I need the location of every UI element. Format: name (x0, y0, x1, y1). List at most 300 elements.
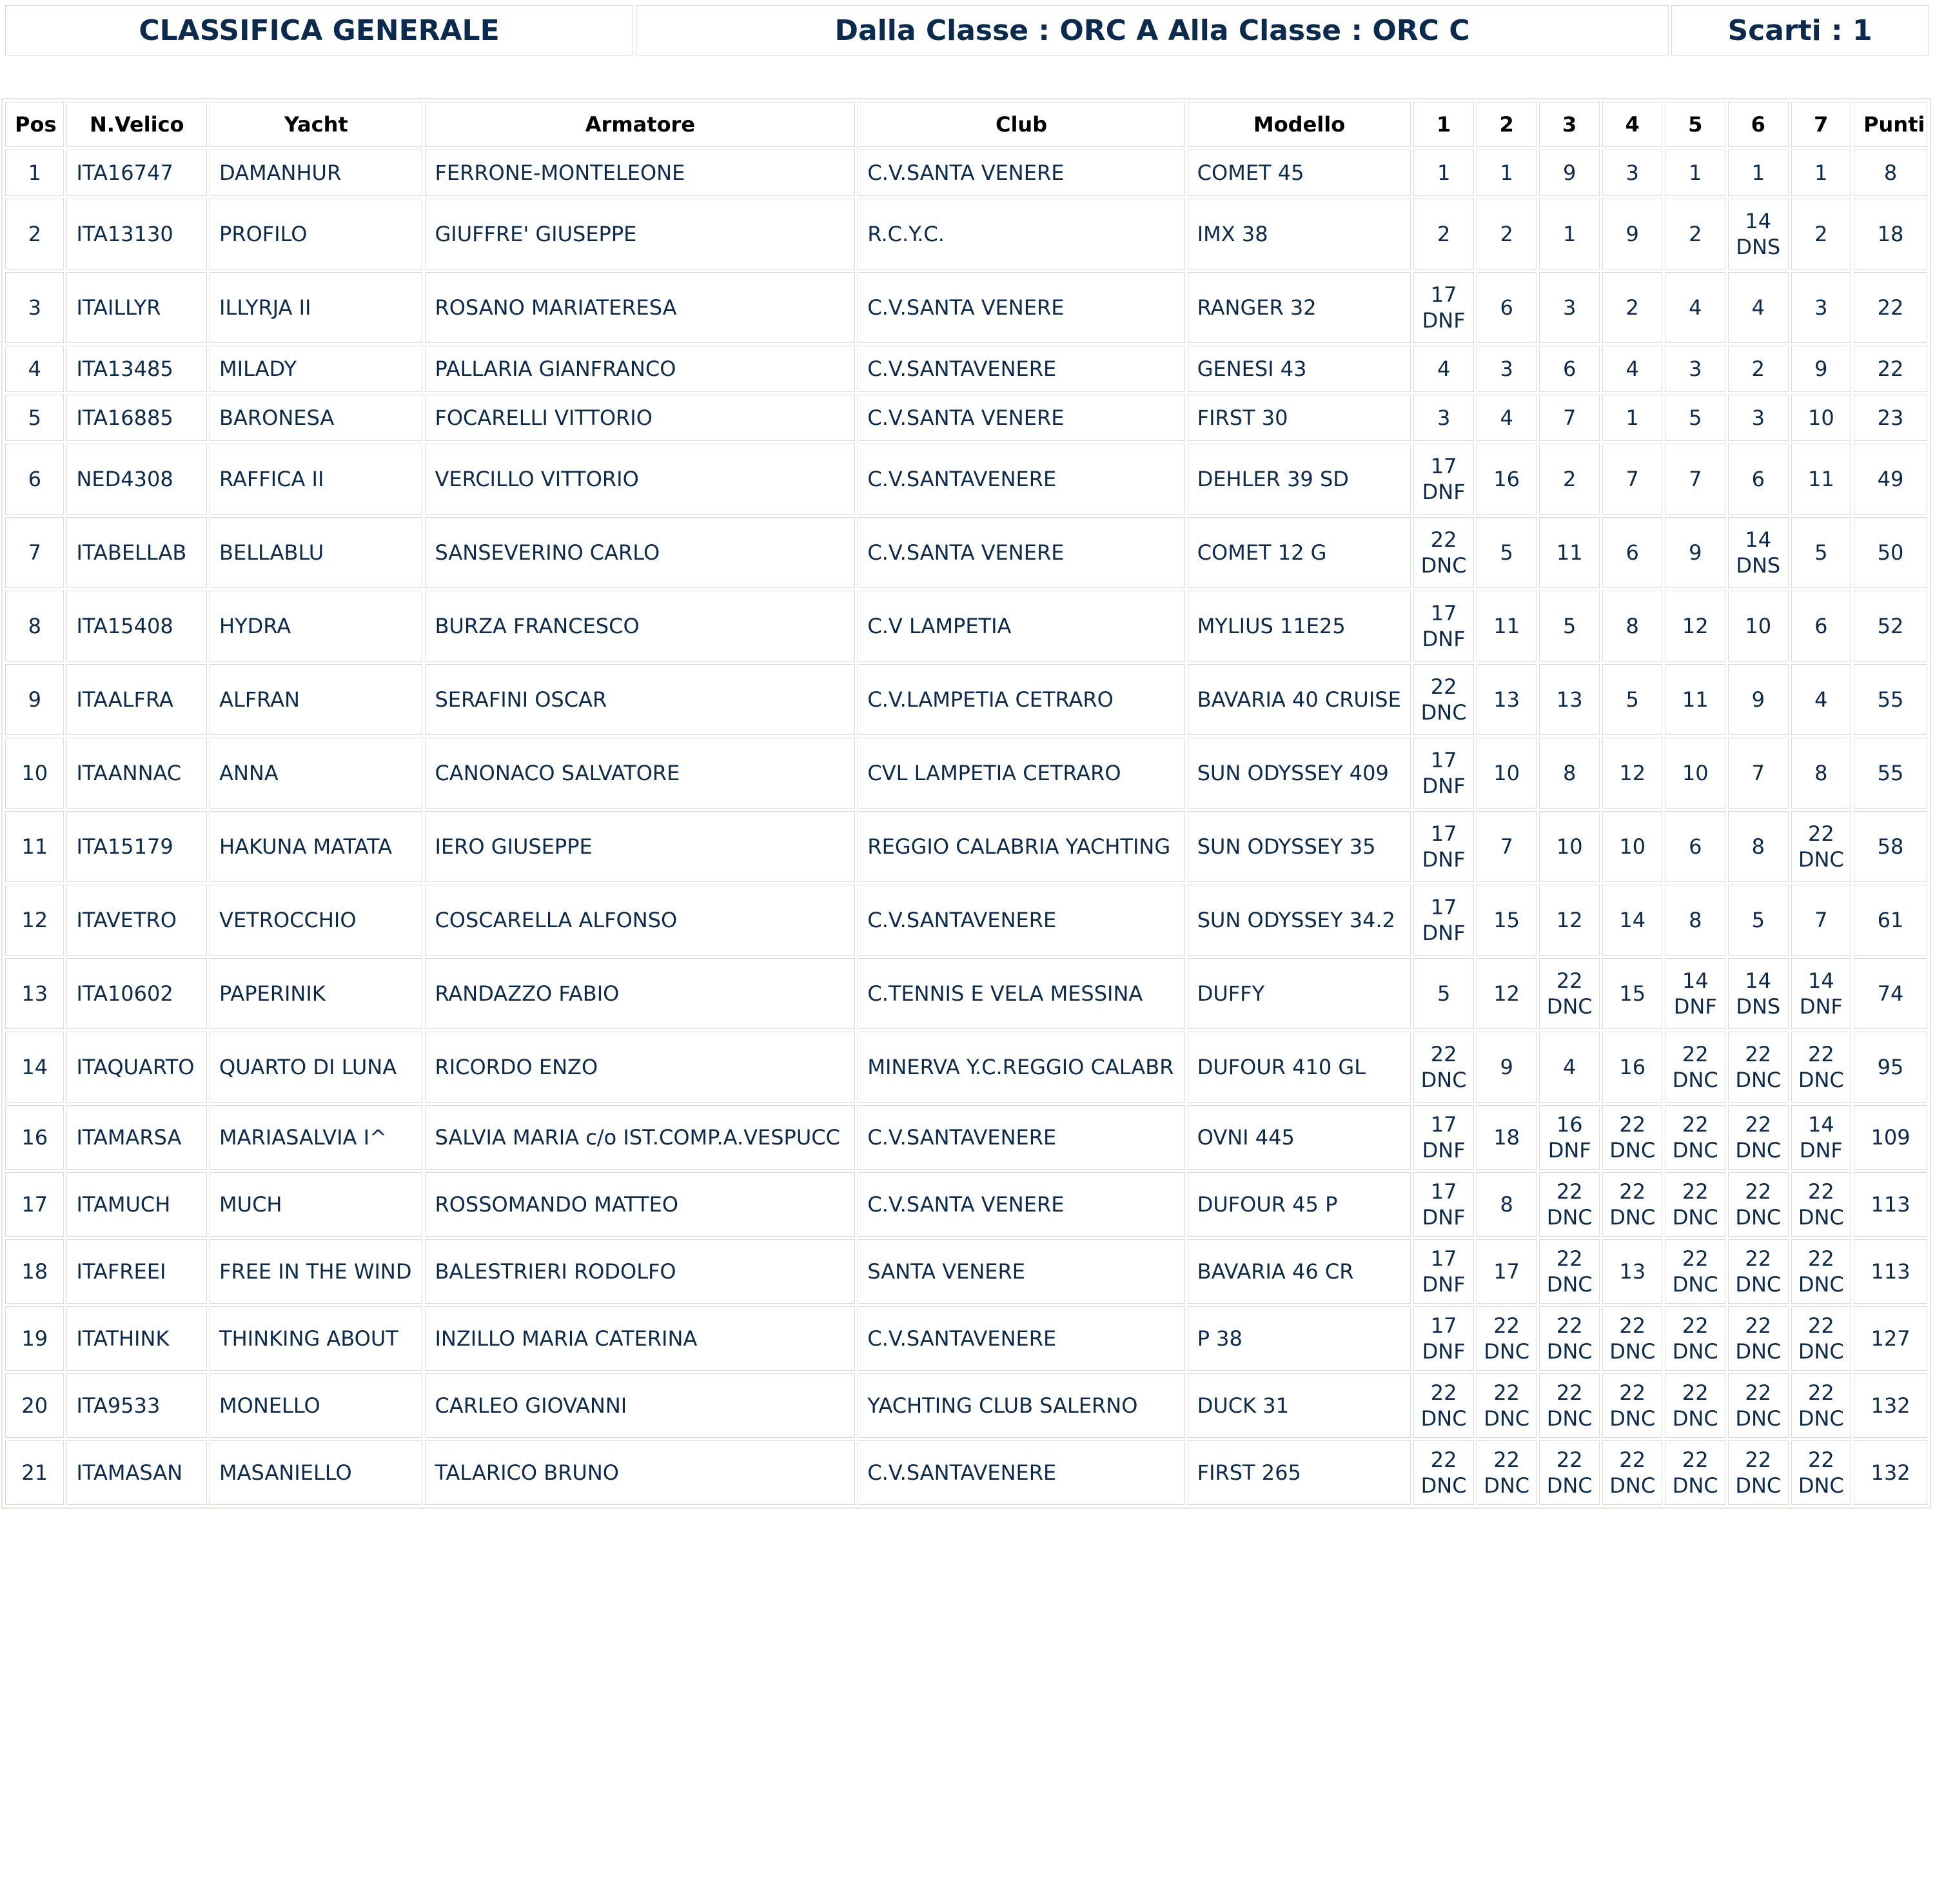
race-score: 4 (1500, 406, 1513, 430)
race-penalty-code: DNC (1798, 1339, 1844, 1364)
table-row (5, 1105, 1927, 1170)
points-cell: 52 (1854, 591, 1927, 662)
race-penalty-code: DNC (1420, 1473, 1467, 1498)
race-5-score-cell (1665, 444, 1725, 515)
club-cell: REGGIO CALABRIA YACHTING (858, 811, 1184, 882)
race-2-score-cell (1477, 150, 1537, 196)
yacht-cell: PAPERINIK (210, 958, 422, 1029)
race-penalty-code: DNC (1484, 1473, 1530, 1498)
column-header-race-3: 3 (1539, 102, 1600, 147)
sail-number-cell: ITA16885 (66, 395, 207, 441)
yacht-cell: RAFFICA II (210, 444, 422, 515)
race-5-score-cell (1665, 1032, 1725, 1103)
race-score: 5 (1814, 540, 1828, 565)
race-score: 22 (1745, 1179, 1772, 1204)
race-penalty-code: DNC (1484, 1339, 1530, 1364)
race-score: 6 (1814, 614, 1828, 638)
race-3-score-cell (1539, 1172, 1600, 1237)
race-2-score-cell (1477, 1373, 1537, 1438)
race-score: 22 (1619, 1448, 1646, 1472)
yacht-cell: PROFILO (210, 199, 422, 270)
race-4-score-cell (1602, 958, 1663, 1029)
owner-cell: FERRONE-MONTELEONE (425, 150, 855, 196)
position-cell: 11 (5, 811, 64, 882)
race-3-score-cell (1539, 272, 1600, 343)
race-score: 17 (1430, 1112, 1457, 1137)
sail-number-cell: ITABELLAB (66, 517, 207, 588)
sail-number-cell: ITA9533 (66, 1373, 207, 1438)
race-penalty-code: DNC (1735, 1473, 1782, 1498)
model-cell: P 38 (1188, 1306, 1411, 1371)
race-score: 9 (1563, 161, 1576, 185)
model-cell: COMET 12 G (1188, 517, 1411, 588)
table-row (5, 1373, 1927, 1438)
race-penalty-code: DNC (1798, 1406, 1844, 1431)
position-cell: 8 (5, 591, 64, 662)
race-penalty-code: DNC (1735, 1068, 1782, 1092)
race-4-score-cell (1602, 1172, 1663, 1237)
race-1-score-cell (1413, 811, 1474, 882)
race-6-score-cell (1728, 150, 1789, 196)
column-header-race-6: 6 (1728, 102, 1789, 147)
sail-number-cell: ITA10602 (66, 958, 207, 1029)
header-bar (3, 3, 1931, 58)
club-cell: C.V LAMPETIA (858, 591, 1184, 662)
table-row (5, 885, 1927, 956)
race-score: 4 (1626, 357, 1639, 381)
race-3-score-cell (1539, 738, 1600, 809)
position-cell: 14 (5, 1032, 64, 1103)
table-row (5, 1306, 1927, 1371)
race-3-score-cell (1539, 395, 1600, 441)
race-score: 6 (1689, 834, 1702, 859)
race-5-score-cell (1665, 150, 1725, 196)
column-header-race-7: 7 (1791, 102, 1852, 147)
race-penalty-code: DNC (1609, 1406, 1656, 1431)
race-1-score-cell (1413, 664, 1474, 735)
table-row (5, 272, 1927, 343)
points-cell: 55 (1854, 664, 1927, 735)
race-1-score-cell (1413, 395, 1474, 441)
race-6-score-cell (1728, 1239, 1789, 1304)
race-score: 22 (1745, 1313, 1772, 1338)
race-4-score-cell (1602, 444, 1663, 515)
race-4-score-cell (1602, 738, 1663, 809)
race-score: 22 (1493, 1448, 1520, 1472)
race-score: 22 (1619, 1380, 1646, 1405)
race-4-score-cell (1602, 346, 1663, 392)
yacht-cell: THINKING ABOUT (210, 1306, 422, 1371)
club-cell: C.V.SANTA VENERE (858, 1172, 1184, 1237)
race-4-score-cell (1602, 885, 1663, 956)
race-5-score-cell (1665, 664, 1725, 735)
race-penalty-code: DNC (1609, 1138, 1656, 1163)
race-score: 6 (1626, 540, 1639, 565)
race-score: 22 (1556, 1380, 1583, 1405)
race-2-score-cell (1477, 1172, 1537, 1237)
race-7-score-cell (1791, 591, 1852, 662)
race-penalty-code: DNC (1798, 1473, 1844, 1498)
race-score: 7 (1563, 406, 1576, 430)
yacht-cell: FREE IN THE WIND (210, 1239, 422, 1304)
race-7-score-cell (1791, 1306, 1852, 1371)
model-cell: COMET 45 (1188, 150, 1411, 196)
race-score: 5 (1689, 406, 1702, 430)
race-score: 10 (1493, 761, 1520, 785)
yacht-cell: ALFRAN (210, 664, 422, 735)
race-1-score-cell (1413, 346, 1474, 392)
race-score: 22 (1556, 1313, 1583, 1338)
race-2-score-cell (1477, 738, 1537, 809)
race-score: 22 (1430, 1448, 1457, 1472)
points-cell: 132 (1854, 1373, 1927, 1438)
race-7-score-cell (1791, 346, 1852, 392)
race-score: 4 (1814, 687, 1828, 712)
race-score: 22 (1430, 1042, 1457, 1066)
page-title: CLASSIFICA GENERALE (5, 5, 633, 55)
race-penalty-code: DNF (1799, 1138, 1843, 1163)
points-cell: 61 (1854, 885, 1927, 956)
race-4-score-cell (1602, 1440, 1663, 1505)
race-score: 10 (1682, 761, 1709, 785)
race-penalty-code: DNC (1609, 1473, 1656, 1498)
race-4-score-cell (1602, 1239, 1663, 1304)
points-cell: 23 (1854, 395, 1927, 441)
yacht-cell: ANNA (210, 738, 422, 809)
race-3-score-cell (1539, 1239, 1600, 1304)
yacht-cell: HAKUNA MATATA (210, 811, 422, 882)
race-score: 22 (1745, 1246, 1772, 1271)
race-score: 1 (1437, 161, 1451, 185)
race-4-score-cell (1602, 199, 1663, 270)
race-score: 17 (1493, 1259, 1520, 1284)
race-penalty-code: DNS (1736, 553, 1781, 578)
owner-cell: RICORDO ENZO (425, 1032, 855, 1103)
race-6-score-cell (1728, 1440, 1789, 1505)
race-penalty-code: DNF (1422, 1138, 1466, 1163)
race-score: 22 (1556, 1179, 1583, 1204)
race-score: 22 (1745, 1042, 1772, 1066)
points-cell: 8 (1854, 150, 1927, 196)
race-score: 3 (1814, 295, 1828, 320)
race-score: 10 (1807, 406, 1834, 430)
race-score: 9 (1751, 687, 1765, 712)
owner-cell: VERCILLO VITTORIO (425, 444, 855, 515)
race-4-score-cell (1602, 1373, 1663, 1438)
owner-cell: RANDAZZO FABIO (425, 958, 855, 1029)
race-penalty-code: DNF (1799, 994, 1843, 1019)
sail-number-cell: ITA15179 (66, 811, 207, 882)
race-penalty-code: DNF (1422, 1272, 1466, 1297)
race-penalty-code: DNC (1546, 1205, 1593, 1230)
table-row (5, 1172, 1927, 1237)
column-header-race-5: 5 (1665, 102, 1725, 147)
table-row (5, 1239, 1927, 1304)
race-score: 4 (1563, 1055, 1576, 1079)
race-score: 1 (1814, 161, 1828, 185)
race-1-score-cell (1413, 150, 1474, 196)
owner-cell: SALVIA MARIA c/o IST.COMP.A.VESPUCC (425, 1105, 855, 1170)
model-cell: DUFOUR 410 GL (1188, 1032, 1411, 1103)
race-7-score-cell (1791, 1105, 1852, 1170)
race-score: 22 (1682, 1042, 1709, 1066)
model-cell: BAVARIA 40 CRUISE (1188, 664, 1411, 735)
race-5-score-cell (1665, 738, 1725, 809)
race-2-score-cell (1477, 1105, 1537, 1170)
race-6-score-cell (1728, 346, 1789, 392)
yacht-cell: VETROCCHIO (210, 885, 422, 956)
race-6-score-cell (1728, 958, 1789, 1029)
model-cell: RANGER 32 (1188, 272, 1411, 343)
race-score: 1 (1563, 222, 1576, 246)
race-score: 22 (1682, 1380, 1709, 1405)
table-row (5, 591, 1927, 662)
race-7-score-cell (1791, 150, 1852, 196)
race-7-score-cell (1791, 1239, 1852, 1304)
owner-cell: IERO GIUSEPPE (425, 811, 855, 882)
race-5-score-cell (1665, 1239, 1725, 1304)
race-3-score-cell (1539, 444, 1600, 515)
race-7-score-cell (1791, 811, 1852, 882)
yacht-cell: QUARTO DI LUNA (210, 1032, 422, 1103)
race-score: 22 (1807, 1313, 1834, 1338)
race-penalty-code: DNC (1735, 1138, 1782, 1163)
race-5-score-cell (1665, 811, 1725, 882)
race-score: 5 (1437, 981, 1451, 1006)
race-score: 13 (1619, 1259, 1646, 1284)
race-6-score-cell (1728, 272, 1789, 343)
table-row (5, 811, 1927, 882)
race-score: 14 (1619, 908, 1646, 932)
race-score: 3 (1689, 357, 1702, 381)
sail-number-cell: ITAALFRA (66, 664, 207, 735)
race-score: 2 (1814, 222, 1828, 246)
race-1-score-cell (1413, 1306, 1474, 1371)
points-cell: 74 (1854, 958, 1927, 1029)
race-7-score-cell (1791, 444, 1852, 515)
race-score: 9 (1814, 357, 1828, 381)
race-score: 3 (1437, 406, 1451, 430)
race-score: 3 (1751, 406, 1765, 430)
race-6-score-cell (1728, 1032, 1789, 1103)
race-2-score-cell (1477, 591, 1537, 662)
position-cell: 18 (5, 1239, 64, 1304)
model-cell: MYLIUS 11E25 (1188, 591, 1411, 662)
race-penalty-code: DNF (1422, 1339, 1466, 1364)
race-1-score-cell (1413, 1239, 1474, 1304)
owner-cell: BURZA FRANCESCO (425, 591, 855, 662)
club-cell: C.V.LAMPETIA CETRARO (858, 664, 1184, 735)
sail-number-cell: ITAFREEI (66, 1239, 207, 1304)
race-penalty-code: DNC (1420, 700, 1467, 725)
race-2-score-cell (1477, 395, 1537, 441)
yacht-cell: DAMANHUR (210, 150, 422, 196)
race-penalty-code: DNS (1736, 994, 1781, 1019)
race-1-score-cell (1413, 444, 1474, 515)
points-cell: 22 (1854, 272, 1927, 343)
race-5-score-cell (1665, 517, 1725, 588)
race-score: 22 (1745, 1112, 1772, 1137)
model-cell: OVNI 445 (1188, 1105, 1411, 1170)
club-cell: CVL LAMPETIA CETRARO (858, 738, 1184, 809)
race-6-score-cell (1728, 1306, 1789, 1371)
model-cell: DUCK 31 (1188, 1373, 1411, 1438)
race-score: 9 (1689, 540, 1702, 565)
race-6-score-cell (1728, 885, 1789, 956)
race-score: 5 (1751, 908, 1765, 932)
club-cell: C.V.SANTAVENERE (858, 444, 1184, 515)
race-score: 17 (1430, 748, 1457, 772)
race-3-score-cell (1539, 811, 1600, 882)
race-score: 22 (1493, 1313, 1520, 1338)
race-7-score-cell (1791, 272, 1852, 343)
race-2-score-cell (1477, 1440, 1537, 1505)
race-score: 22 (1493, 1380, 1520, 1405)
race-3-score-cell (1539, 1440, 1600, 1505)
race-5-score-cell (1665, 1306, 1725, 1371)
position-cell: 19 (5, 1306, 64, 1371)
race-score: 5 (1500, 540, 1513, 565)
race-score: 22 (1619, 1313, 1646, 1338)
race-penalty-code: DNF (1547, 1138, 1591, 1163)
race-penalty-code: DNC (1672, 1205, 1718, 1230)
race-penalty-code: DNC (1546, 1272, 1593, 1297)
owner-cell: ROSANO MARIATERESA (425, 272, 855, 343)
race-score: 7 (1814, 908, 1828, 932)
race-score: 14 (1745, 209, 1772, 233)
race-penalty-code: DNC (1735, 1406, 1782, 1431)
race-score: 1 (1500, 161, 1513, 185)
yacht-cell: MILADY (210, 346, 422, 392)
race-5-score-cell (1665, 395, 1725, 441)
column-header-points: Punti (1854, 102, 1927, 147)
race-7-score-cell (1791, 664, 1852, 735)
race-penalty-code: DNC (1420, 553, 1467, 578)
points-cell: 22 (1854, 346, 1927, 392)
race-score: 22 (1430, 1380, 1457, 1405)
race-score: 2 (1626, 295, 1639, 320)
race-3-score-cell (1539, 958, 1600, 1029)
race-score: 22 (1807, 1179, 1834, 1204)
race-score: 8 (1563, 761, 1576, 785)
race-penalty-code: DNF (1422, 921, 1466, 945)
race-1-score-cell (1413, 1373, 1474, 1438)
race-penalty-code: DNC (1798, 1068, 1844, 1092)
race-score: 13 (1556, 687, 1583, 712)
race-score: 2 (1500, 222, 1513, 246)
race-score: 6 (1500, 295, 1513, 320)
column-header-race-4: 4 (1602, 102, 1663, 147)
yacht-cell: BELLABLU (210, 517, 422, 588)
position-cell: 4 (5, 346, 64, 392)
race-penalty-code: DNC (1609, 1205, 1656, 1230)
race-5-score-cell (1665, 346, 1725, 392)
race-7-score-cell (1791, 395, 1852, 441)
race-penalty-code: DNC (1672, 1339, 1718, 1364)
race-5-score-cell (1665, 1172, 1725, 1237)
race-6-score-cell (1728, 395, 1789, 441)
race-2-score-cell (1477, 811, 1537, 882)
race-score: 16 (1493, 467, 1520, 491)
race-score: 2 (1689, 222, 1702, 246)
sail-number-cell: ITAMASAN (66, 1440, 207, 1505)
race-score: 1 (1626, 406, 1639, 430)
race-score: 22 (1745, 1380, 1772, 1405)
race-score: 22 (1619, 1179, 1646, 1204)
owner-cell: BALESTRIERI RODOLFO (425, 1239, 855, 1304)
race-penalty-code: DNC (1672, 1406, 1718, 1431)
race-score: 12 (1556, 908, 1583, 932)
column-header-model: Modello (1188, 102, 1411, 147)
race-penalty-code: DNC (1609, 1339, 1656, 1364)
race-penalty-code: DNC (1672, 1272, 1718, 1297)
table-row (5, 1032, 1927, 1103)
model-cell: SUN ODYSSEY 409 (1188, 738, 1411, 809)
table-row (5, 738, 1927, 809)
race-score: 22 (1807, 1246, 1834, 1271)
race-6-score-cell (1728, 591, 1789, 662)
race-score: 10 (1556, 834, 1583, 859)
race-penalty-code: DNC (1546, 994, 1593, 1019)
race-score: 7 (1626, 467, 1639, 491)
race-penalty-code: DNS (1736, 235, 1781, 259)
sail-number-cell: ITAVETRO (66, 885, 207, 956)
model-cell: DUFFY (1188, 958, 1411, 1029)
race-penalty-code: DNC (1484, 1406, 1530, 1431)
race-penalty-code: DNF (1422, 480, 1466, 504)
points-cell: 113 (1854, 1172, 1927, 1237)
race-score: 12 (1619, 761, 1646, 785)
race-score: 2 (1751, 357, 1765, 381)
model-cell: SUN ODYSSEY 34.2 (1188, 885, 1411, 956)
race-3-score-cell (1539, 346, 1600, 392)
club-cell: SANTA VENERE (858, 1239, 1184, 1304)
sail-number-cell: ITA13130 (66, 199, 207, 270)
yacht-cell: MARIASALVIA I^ (210, 1105, 422, 1170)
owner-cell: COSCARELLA ALFONSO (425, 885, 855, 956)
race-6-score-cell (1728, 1105, 1789, 1170)
race-6-score-cell (1728, 444, 1789, 515)
race-7-score-cell (1791, 199, 1852, 270)
club-cell: C.V.SANTAVENERE (858, 1440, 1184, 1505)
club-cell: MINERVA Y.C.REGGIO CALABR (858, 1032, 1184, 1103)
race-score: 13 (1493, 687, 1520, 712)
race-2-score-cell (1477, 444, 1537, 515)
race-1-score-cell (1413, 517, 1474, 588)
race-4-score-cell (1602, 395, 1663, 441)
race-penalty-code: DNF (1422, 627, 1466, 651)
race-score: 22 (1745, 1448, 1772, 1472)
race-7-score-cell (1791, 738, 1852, 809)
race-4-score-cell (1602, 664, 1663, 735)
race-2-score-cell (1477, 1306, 1537, 1371)
race-score: 15 (1619, 981, 1646, 1006)
points-cell: 58 (1854, 811, 1927, 882)
race-3-score-cell (1539, 885, 1600, 956)
points-cell: 95 (1854, 1032, 1927, 1103)
owner-cell: GIUFFRE' GIUSEPPE (425, 199, 855, 270)
race-5-score-cell (1665, 591, 1725, 662)
race-2-score-cell (1477, 346, 1537, 392)
race-3-score-cell (1539, 150, 1600, 196)
yacht-cell: HYDRA (210, 591, 422, 662)
race-penalty-code: DNC (1735, 1272, 1782, 1297)
race-5-score-cell (1665, 272, 1725, 343)
table-row (5, 150, 1927, 196)
race-score: 6 (1751, 467, 1765, 491)
model-cell: SUN ODYSSEY 35 (1188, 811, 1411, 882)
sail-number-cell: ITAQUARTO (66, 1032, 207, 1103)
